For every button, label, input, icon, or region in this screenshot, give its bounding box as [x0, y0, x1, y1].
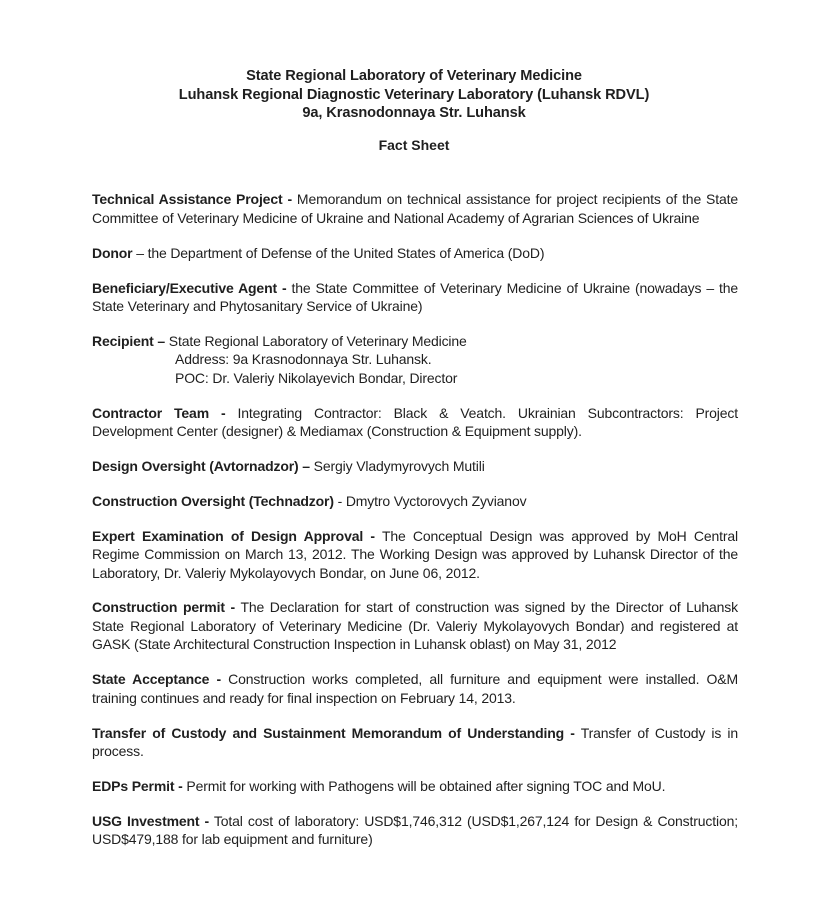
section-contractor-team: Contractor Team - Integrating Contractor: Black & Veatch. Ukrainian Subcontractors: Project Development Center (designer) & Mediamax (Construction & Equipment supply).	[92, 404, 738, 440]
section-label: Design Oversight (Avtornadzor) –	[92, 457, 310, 474]
section-label: Beneficiary/Executive Agent -	[92, 279, 287, 296]
section-label: Construction Oversight (Technadzor)	[92, 492, 334, 509]
document-title-line1: State Regional Laboratory of Veterinary Medicine	[246, 68, 582, 84]
section-label: USG Investment -	[92, 812, 210, 829]
section-label: Recipient –	[92, 332, 166, 349]
section-label: Technical Assistance Project -	[92, 191, 292, 208]
section-transfer-of-custody-and-sustainment-memorandum-of-understanding: Transfer of Custody and Sustainment Memorandum of Understanding - Transfer of Custody is in process.	[92, 724, 738, 759]
document-subtitle: Fact Sheet	[378, 136, 450, 153]
section-expert-examination-of-design-approval: Expert Examination of Design Approval - The Conceptual Design was approved by MoH Central Regime Commission on March 13, 2012. The Working Design was approved by Luhansk Director of the Laboratory, Dr. Valeriy Mykolayovych Bondar, on June 06, 2012.	[92, 527, 738, 581]
document-body	[92, 190, 738, 848]
section-construction-permit: Construction permit - The Declaration for start of construction was signed by the Director of Luhansk State Regional Laboratory of Veterinary Medicine (Dr. Valeriy Mykolayovych Bondar) and registered at GASK (State Architectural Construction Inspection in Luhansk oblast) on May 31, 2012	[92, 599, 738, 653]
section-sublines	[92, 350, 738, 387]
document-title-line2: Luhansk Regional Diagnostic Veterinary Laboratory (Luhansk RDVL)	[178, 86, 650, 103]
section-design-oversight-avtornadzor: Design Oversight (Avtornadzor) – Sergiy Vladymyrovych Mutili	[92, 457, 485, 474]
section-label: Construction permit -	[92, 599, 236, 616]
section-subline: Address: 9a Krasnodonnaya Str. Luhansk.	[175, 351, 432, 368]
section-donor: Donor – the Department of Defense of the United States of America (DoD)	[92, 244, 545, 261]
section-edps-permit: EDPs Permit - Permit for working with Pathogens will be obtained after signing TOC and MoU.	[92, 777, 666, 794]
section-subline: POC: Dr. Valeriy Nikolayevich Bondar, Director	[175, 369, 458, 386]
section-technical-assistance-project: Technical Assistance Project - Memorandum on technical assistance for project recipients of the State Committee of Veterinary Medicine of Ukraine and National Academy of Agrarian Sciences of Ukraine	[92, 191, 738, 226]
section-label: EDPs Permit -	[92, 777, 183, 794]
section-beneficiary-executive-agent: Beneficiary/Executive Agent - the State Committee of Veterinary Medicine of Ukraine (nowadays – the State Veterinary and Phytosanitary Service of Ukraine)	[92, 279, 738, 314]
document-header	[0, 67, 828, 123]
document-title-line3: 9a, Krasnodonnaya Str. Luhansk	[302, 105, 526, 122]
section-label: Contractor Team -	[92, 404, 226, 421]
section-label: State Acceptance -	[92, 671, 221, 688]
section-recipient: Recipient – State Regional Laboratory of Veterinary Medicine Address: 9a Krasnodonnaya Str. Luhansk. POC: Dr. Valeriy Nikolayevich Bondar, Director	[92, 332, 738, 387]
section-label: Donor	[92, 244, 133, 261]
section-construction-oversight-technadzor: Construction Oversight (Technadzor) - Dmytro Vyctorovych Zyvianov	[92, 492, 527, 509]
section-label: Transfer of Custody and Sustainment Memorandum of Understanding -	[92, 724, 575, 741]
section-label: Expert Examination of Design Approval -	[92, 527, 375, 544]
section-usg-investment: USG Investment - Total cost of laboratory: USD$1,746,312 (USD$1,267,124 for Design & Construction; USD$479,188 for lab equipment and furniture)	[92, 812, 738, 848]
section-state-acceptance: State Acceptance - Construction works completed, all furniture and equipment were installed. O&M training continues and ready for final inspection on February 14, 2013.	[92, 671, 738, 706]
